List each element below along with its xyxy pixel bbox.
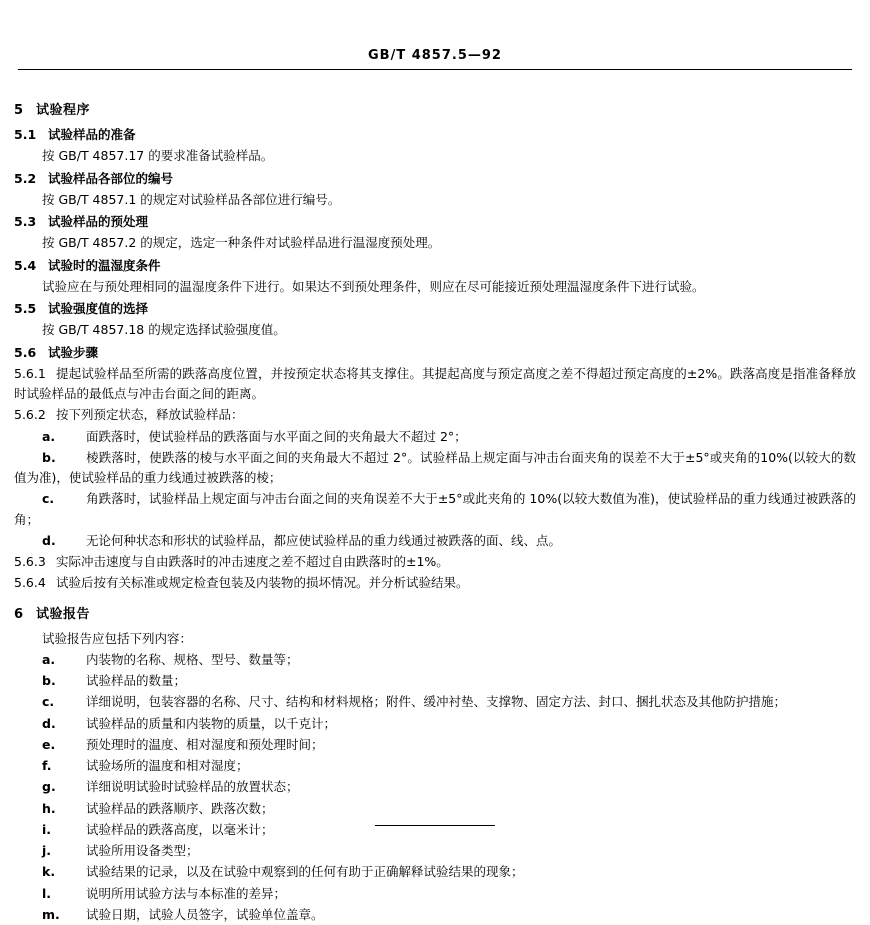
list-item-text: 预处理时的温度、相对湿度和预处理时间； bbox=[86, 736, 324, 752]
list-item bbox=[14, 735, 856, 755]
section-title-6: 试验报告 bbox=[36, 606, 91, 622]
clause-title: 试验强度值的选择 bbox=[48, 301, 149, 317]
paragraph-number: 5.6.1 bbox=[14, 365, 46, 381]
paragraph-number: 5.6.2 bbox=[14, 407, 46, 423]
list-item-label: d. bbox=[42, 532, 56, 548]
list-item bbox=[14, 820, 856, 840]
section-number-6: 6 bbox=[14, 606, 24, 622]
list-item bbox=[14, 799, 856, 819]
standard-code: GB/T 4857.5—92 bbox=[368, 48, 502, 63]
clause-heading-5-4 bbox=[14, 256, 856, 276]
list-item-label: a. bbox=[42, 651, 56, 667]
clause-heading-5-3 bbox=[14, 212, 856, 232]
list-item bbox=[14, 531, 856, 551]
clause-text: 按 GB/T 4857.17 的要求准备试验样品。 bbox=[42, 148, 274, 164]
clause-heading-5-2 bbox=[14, 169, 856, 189]
clause-text: 按 GB/T 4857.2 的规定，选定一种条件对试验样品进行温湿度预处理。 bbox=[42, 235, 441, 251]
document-body bbox=[14, 70, 856, 925]
clause-paragraph-5-6-4 bbox=[14, 573, 856, 593]
list-item bbox=[14, 862, 856, 882]
paragraph-text: 实际冲击速度与自由跌落时的冲击速度之差不超过自由跌落时的±1%。 bbox=[56, 554, 449, 570]
clause-title: 试验样品的预处理 bbox=[48, 214, 149, 230]
clause-number: 5.6 bbox=[14, 344, 37, 360]
list-item bbox=[14, 692, 856, 712]
clause-heading-5-6 bbox=[14, 343, 856, 363]
list-item-label: b. bbox=[42, 449, 56, 465]
clause-text: 试验应在与预处理相同的温湿度条件下进行。如果达不到预处理条件，则应在尽可能接近预处理温湿度条件下进行试验。 bbox=[42, 278, 705, 294]
list-item bbox=[14, 671, 856, 691]
clause-paragraph-5-6-2 bbox=[14, 405, 856, 425]
clause-heading-5-5 bbox=[14, 299, 856, 319]
list-item-label: m. bbox=[42, 906, 60, 922]
clause-paragraph-5-6-1 bbox=[14, 364, 856, 405]
footer-divider bbox=[375, 825, 495, 826]
clause-number: 5.1 bbox=[14, 127, 37, 143]
list-item-label: g. bbox=[42, 779, 56, 795]
clause-paragraph-5-6-3 bbox=[14, 552, 856, 572]
clause-number: 5.3 bbox=[14, 214, 37, 230]
list-item-text: 试验所用设备类型； bbox=[86, 843, 199, 859]
list-item-text: 详细说明，包装容器的名称、尺寸、结构和材料规格；附件、缓冲衬垫、支撑物、固定方法、封口、捆扎状态及其他防护措施； bbox=[86, 694, 787, 710]
page-header bbox=[14, 0, 856, 67]
list-item-label: i. bbox=[42, 821, 52, 837]
list-item-text: 内装物的名称、规格、型号、数量等； bbox=[86, 651, 299, 667]
list-item bbox=[14, 841, 856, 861]
clause-title: 试验样品各部位的编号 bbox=[48, 170, 174, 186]
list-item bbox=[14, 756, 856, 776]
paragraph-text: 按下列预定状态，释放试验样品： bbox=[56, 407, 244, 423]
list-item bbox=[14, 777, 856, 797]
clause-title: 试验样品的准备 bbox=[48, 127, 136, 143]
list-item-text: 试验场所的温度和相对湿度； bbox=[86, 758, 249, 774]
list-item-text: 说明所用试验方法与本标准的差异； bbox=[86, 885, 287, 901]
list-item-label: c. bbox=[42, 491, 55, 507]
clause-number: 5.5 bbox=[14, 301, 37, 317]
list-item-text: 面跌落时，使试验样品的跌落面与水平面之间的夹角最大不超过 2°； bbox=[86, 428, 467, 444]
clause-number: 5.2 bbox=[14, 170, 37, 186]
list-item bbox=[14, 650, 856, 670]
list-item bbox=[14, 905, 856, 925]
section-number-5: 5 bbox=[14, 103, 24, 118]
paragraph-number: 5.6.4 bbox=[14, 575, 46, 591]
clause-text: 按 GB/T 4857.18 的规定选择试验强度值。 bbox=[42, 322, 286, 338]
list-item bbox=[14, 489, 856, 530]
list-item-label: b. bbox=[42, 673, 56, 689]
list-item-text: 详细说明试验时试验样品的放置状态； bbox=[86, 779, 299, 795]
list-item-label: f. bbox=[42, 758, 52, 774]
paragraph-text: 试验后按有关标准或规定检查包装及内装物的损坏情况。并分析试验结果。 bbox=[56, 575, 469, 591]
list-item-label: l. bbox=[42, 885, 52, 901]
section-heading-5 bbox=[14, 100, 856, 121]
list-item-text: 试验样品的跌落高度，以毫米计； bbox=[86, 821, 274, 837]
list-item-label: j. bbox=[42, 843, 52, 859]
list-item-label: k. bbox=[42, 864, 56, 880]
list-item-text: 试验日期，试验人员签字，试验单位盖章。 bbox=[86, 906, 324, 922]
clause-text: 试验报告应包括下列内容： bbox=[42, 630, 193, 646]
list-item-text: 试验结果的记录，以及在试验中观察到的任何有助于正确解释试验结果的现象； bbox=[86, 864, 524, 880]
list-item bbox=[14, 448, 856, 489]
paragraph-text: 提起试验样品至所需的跌落高度位置，并按预定状态将其支撑住。其提起高度与预定高度之差不得超过预定高度的±2%。跌落高度是指准备释放时试验样品的最低点与冲击台面之间的距离。 bbox=[14, 365, 856, 402]
clause-title: 试验步骤 bbox=[48, 344, 99, 360]
clause-title: 试验时的温湿度条件 bbox=[48, 257, 161, 273]
section-title-5: 试验程序 bbox=[36, 103, 91, 118]
list-item-label: e. bbox=[42, 736, 56, 752]
list-item-label: d. bbox=[42, 715, 56, 731]
list-item-text: 无论何种状态和形状的试验样品，都应使试验样品的重力线通过被跌落的面、线、点。 bbox=[86, 532, 562, 548]
list-item-label: h. bbox=[42, 800, 56, 816]
clause-number: 5.4 bbox=[14, 257, 37, 273]
list-item bbox=[14, 884, 856, 904]
section-heading-6 bbox=[14, 604, 856, 625]
list-item-text: 试验样品的质量和内装物的质量，以千克计； bbox=[86, 715, 337, 731]
list-item-text: 角跌落时，试验样品上规定面与冲击台面之间的夹角误差不大于±5°或此夹角的 10%(以较大数值为准)，使试验样品的重力线通过被跌落的角； bbox=[14, 491, 856, 527]
list-item-text: 试验样品的跌落顺序、跌落次数； bbox=[86, 800, 274, 816]
list-item-label: a. bbox=[42, 428, 56, 444]
list-item-text: 棱跌落时，使跌落的棱与水平面之间的夹角最大不超过 2°。试验样品上规定面与冲击台面夹角的误差不大于±5°或夹角的10%(以较大的数值为准)，使试验样品的重力线通过被跌落的棱； bbox=[14, 449, 856, 486]
list-item-text: 试验样品的数量； bbox=[86, 673, 187, 689]
list-item bbox=[14, 427, 856, 447]
clause-heading-5-1 bbox=[14, 125, 856, 145]
clause-text: 按 GB/T 4857.1 的规定对试验样品各部位进行编号。 bbox=[42, 191, 341, 207]
list-item-label: c. bbox=[42, 694, 55, 710]
list-item bbox=[14, 714, 856, 734]
paragraph-number: 5.6.3 bbox=[14, 554, 46, 570]
